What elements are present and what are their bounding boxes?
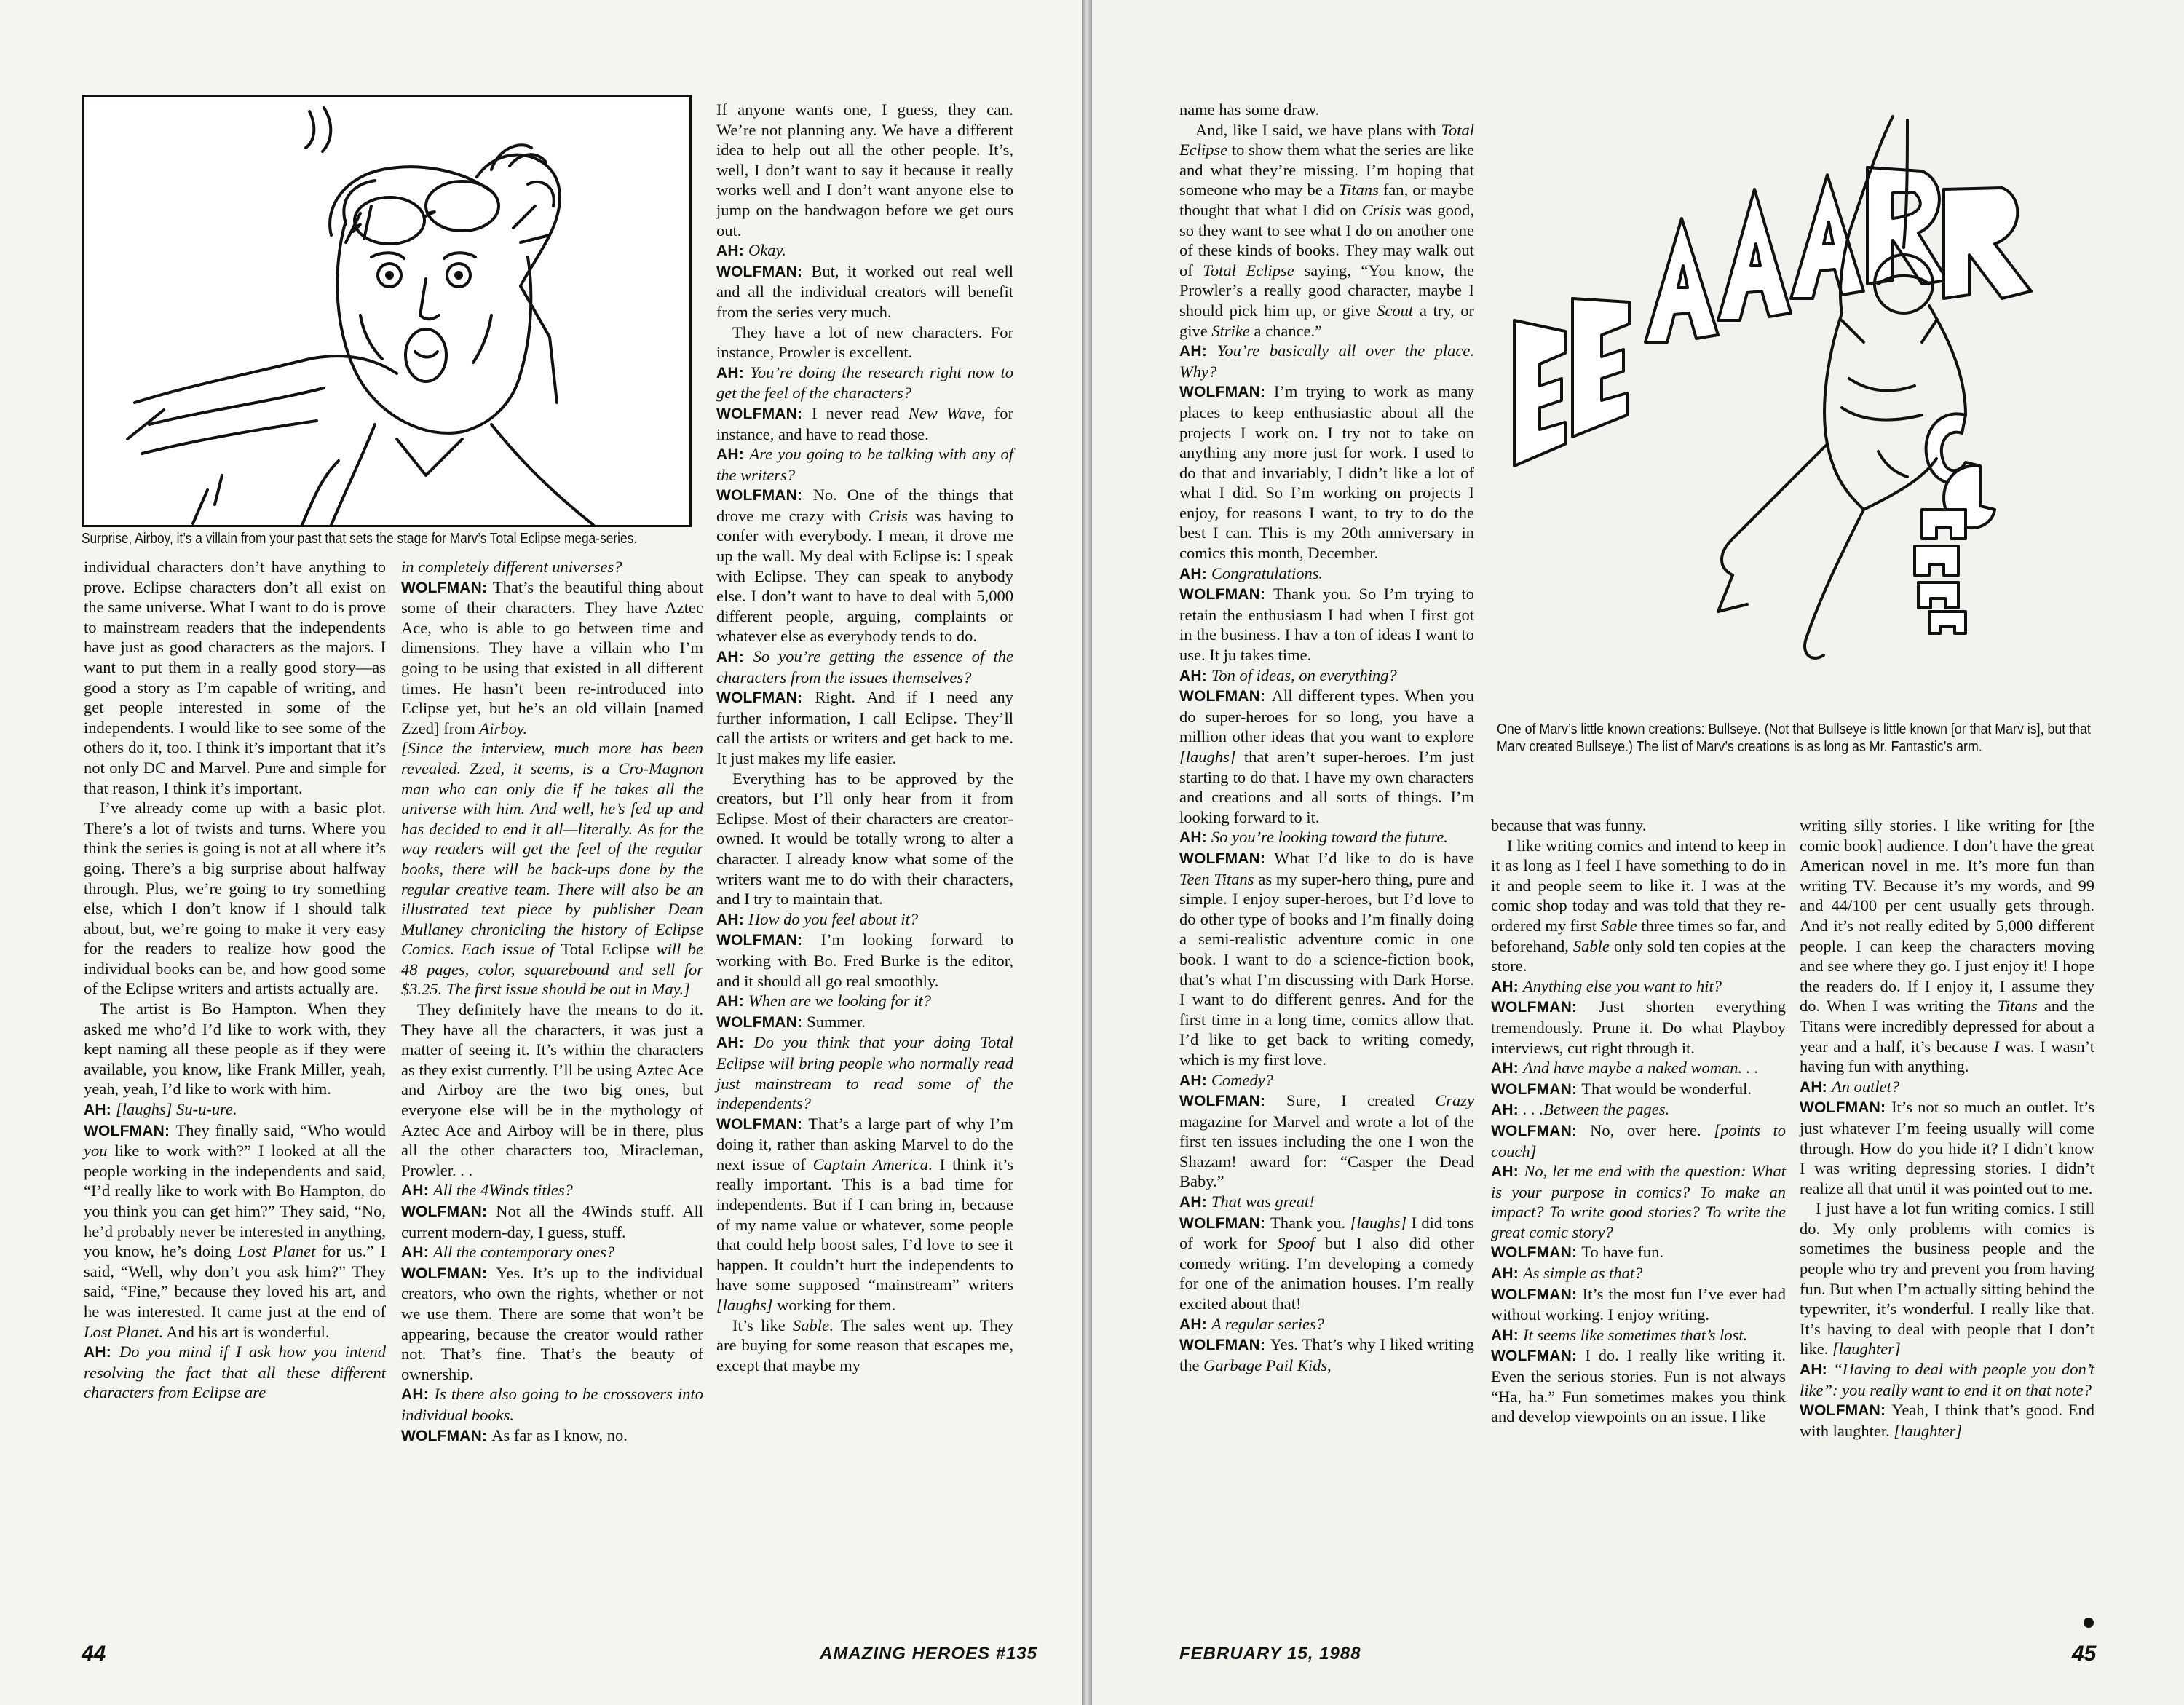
paragraph-text: As far as I know, no.	[491, 1425, 628, 1444]
article-paragraph	[716, 769, 1013, 909]
paragraph-text: in completely different universes?	[401, 558, 622, 576]
speaker-label: AH:	[1179, 565, 1211, 582]
speaker-label: AH:	[1179, 1316, 1211, 1333]
paragraph-text: like to work with?” I looked at all the people working in the independents and said, “I’d really like to work with Bo Hampton, do you think you can get him?” They said, “No, he’d probably never be interested in anything, you know, he’s doing	[84, 1142, 386, 1261]
paragraph-text: Yes. It’s up to the individual creators, who own the rights, whether or not we use them. There are some that won’t be appearing, because the creator would rather not. That’s fine. That’s the beauty of ownership.	[401, 1263, 703, 1383]
paragraph-text: [laughter]	[1894, 1421, 1963, 1440]
article-paragraph	[1491, 1079, 1786, 1100]
article-paragraph	[716, 100, 1013, 240]
speaker-label: WOLFMAN:	[716, 689, 815, 707]
paragraph-text: Teen Titans	[1179, 869, 1254, 888]
paragraph-text: Summer.	[807, 1012, 866, 1031]
paragraph-text: will be 48 pages, color, squarebound and sell for $3.25. The first issue should be out in May.]	[401, 940, 704, 999]
article-paragraph	[1491, 815, 1786, 836]
speaker-label: WOLFMAN:	[1491, 1348, 1586, 1365]
paragraph-text: I’m trying to work as many places to keep enthusiastic about all the projects I work on. I try not to take on anything any more just for work. I used to do that and invariably, I didn’t like a lot of what I did. So I’m working on projects I enjoy, for reasons I want, to try to do the best I can. This is my 20th anniversary in comics this month, December.	[1179, 382, 1474, 563]
speaker-label: AH:	[1179, 343, 1217, 360]
paragraph-text: Are you going to be talking with any of the writers?	[716, 445, 1013, 484]
paragraph-text: How do you feel about it?	[748, 909, 919, 928]
article-paragraph	[84, 557, 386, 798]
article-paragraph	[1179, 120, 1474, 341]
paragraph-text: I never read	[811, 403, 909, 422]
paragraph-text: So you’re getting the essence of the characters from the issues themselves?	[716, 647, 1013, 687]
speaker-label: AH:	[1179, 667, 1211, 684]
speaker-label: AH:	[1491, 1101, 1523, 1119]
paragraph-text: That’s the beautiful thing about some of their characters. They have Aztec Ace, who is able to go between time and dimensions. They have a villain who I’m going to be using that existed in all different times. He hasn’t been re-introduced into Eclipse yet, but he’s an old villain [named Zzed] from	[401, 577, 703, 737]
paragraph-text: That would be wonderful.	[1581, 1079, 1752, 1098]
paragraph-text: I do. I really like writing it. Even the serious stories. Fun is not always “Ha, ha.” Fun sometimes makes you think and develop viewpoints on an issue. I like	[1491, 1346, 1786, 1426]
paragraph-text: as my super-hero thing, pure and simple. I enjoy super-heroes, but I’d love to do other type of books and I’m finally doing a semi-realistic adventure comic in one book. I want to do a science-fiction book, that’s what I’m discussing with Dark Horse. I want to do different genres. And for the first time in a long time, comics allow that. I’d like to get back to writing comedy, which is my first love.	[1179, 869, 1474, 1069]
right-page	[1092, 0, 2184, 1705]
article-paragraph	[716, 1114, 1013, 1316]
article-paragraph	[84, 999, 386, 1099]
article-paragraph	[1179, 1070, 1474, 1091]
paragraph-text: Anything else you want to hit?	[1522, 976, 1722, 995]
paragraph-text: only sold ten copies at the store.	[1491, 936, 1787, 976]
speaker-label: WOLFMAN:	[1491, 1244, 1582, 1262]
article-paragraph	[1491, 1325, 1786, 1346]
paragraph-text: [laughter]	[1832, 1340, 1901, 1358]
airboy-illustration	[82, 95, 692, 527]
article-paragraph	[1491, 997, 1786, 1058]
paragraph-text: Spoof	[1277, 1234, 1315, 1253]
footer-issue-date: FEBRUARY 15, 1988	[1179, 1644, 1361, 1664]
article-paragraph	[1491, 1263, 1786, 1284]
paragraph-text: That was great!	[1211, 1192, 1315, 1211]
paragraph-text: New Wave	[908, 403, 981, 422]
text-column-3	[1800, 815, 2094, 1441]
article-paragraph	[1491, 1099, 1786, 1120]
speaker-label: AH:	[1800, 1078, 1832, 1096]
article-paragraph	[1179, 1314, 1474, 1335]
figure-caption: One of Marv’s little known creations: Bullseye. (Not that Bullseye is little known [or that Marv is], but that Marv created Bullseye.) The list of Marv’s creations is as long as Mr. Fantastic’s arm.	[1497, 721, 2091, 755]
paragraph-text: saying, “You know, the Prowler’s a really good character, maybe I should pick him up, or give	[1179, 261, 1474, 320]
speaker-label: WOLFMAN:	[84, 1122, 176, 1139]
article-paragraph	[1179, 1091, 1474, 1192]
paragraph-text: All the 4Winds titles?	[432, 1181, 573, 1200]
speaker-label: WOLFMAN:	[1800, 1099, 1892, 1117]
speaker-label: AH:	[1800, 1361, 1834, 1379]
article-paragraph	[1800, 815, 2094, 1077]
paragraph-text: Crazy	[1435, 1091, 1474, 1110]
article-paragraph	[401, 1000, 703, 1180]
paragraph-text: was good, so they want to see what I do on another one of these kinds of books. They may walk out of	[1179, 200, 1474, 280]
paragraph-text: fan, or maybe thought that what I did on	[1179, 181, 1474, 219]
speaker-label: AH:	[716, 1035, 754, 1052]
text-column-3	[716, 100, 1013, 1375]
speaker-label: WOLFMAN:	[1491, 999, 1599, 1016]
article-paragraph	[401, 1201, 703, 1242]
speaker-label: WOLFMAN:	[716, 263, 812, 280]
speaker-label: AH:	[84, 1101, 116, 1119]
speaker-label: WOLFMAN:	[1179, 1093, 1286, 1110]
paragraph-text: All the contemporary ones?	[432, 1243, 615, 1262]
paragraph-text: As simple as that?	[1522, 1264, 1643, 1283]
speaker-label: WOLFMAN:	[401, 1203, 496, 1220]
paragraph-text: Total Eclipse	[1179, 120, 1474, 159]
article-paragraph	[716, 1032, 1013, 1113]
paragraph-text: I’m looking forward to working with Bo. Fred Burke is the editor, and it should all go real smoothly.	[716, 930, 1013, 990]
bullseye-illustration	[1500, 102, 2097, 713]
text-column-1	[1179, 100, 1474, 1375]
article-paragraph	[1491, 1242, 1786, 1263]
speaker-label: AH:	[716, 649, 753, 666]
figure-caption: Surprise, Airboy, it’s a villain from your past that sets the stage for Marv’s Total Eclipse mega-series.	[82, 531, 638, 547]
paragraph-text: If anyone wants one, I guess, they can. We’re not planning any. We have a different idea to help out all the other people. It’s, well, I don’t want to say it because it really works well and I don’t want anyone else to jump on the bandwagon before we get ours out.	[716, 100, 1013, 240]
article-paragraph	[716, 261, 1013, 323]
speaker-label: AH:	[1491, 1265, 1523, 1283]
article-paragraph	[1179, 1213, 1474, 1314]
paragraph-text: for us.” I said, “Well, why don’t you ask him?” They said, “Fine,” because they loved his art, and he was interested. It came just at the end of	[84, 1242, 386, 1321]
paragraph-text: It seems like sometimes that’s lost.	[1522, 1325, 1748, 1344]
bullseye-drawing	[1500, 102, 2097, 713]
paragraph-text: to show them what the series are like and what they’re missing. I’m hoping that someone who may be a	[1179, 141, 1474, 199]
text-column-1	[84, 557, 386, 1403]
footer-publication-title: AMAZING HEROES #135	[820, 1644, 1038, 1664]
paragraph-text: An outlet?	[1831, 1077, 1900, 1096]
speaker-label: AH:	[401, 1182, 433, 1200]
article-paragraph	[1179, 584, 1474, 665]
paragraph-text: Is there also going to be crossovers into individual books.	[401, 1385, 703, 1424]
paragraph-text: They have a lot of new characters. For instance, Prowler is excellent.	[716, 323, 1013, 362]
speaker-label: AH:	[84, 1344, 119, 1361]
paragraph-text: It’s like	[732, 1316, 794, 1334]
paragraph-text: Sable	[1600, 916, 1637, 935]
article-paragraph	[716, 323, 1013, 363]
speaker-label: WOLFMAN:	[1491, 1286, 1583, 1303]
paragraph-text: Sure, I created	[1286, 1091, 1436, 1110]
article-paragraph	[1491, 1345, 1786, 1426]
article-paragraph	[1800, 1198, 2094, 1359]
paragraph-text: All different types. When you do super-heroes for so long, you have a million other ideas that you want to explore	[1179, 687, 1475, 746]
article-paragraph	[84, 1342, 386, 1403]
paragraph-text: [laughs] Su-u-ure.	[115, 1100, 237, 1119]
speaker-label: AH:	[1491, 978, 1523, 995]
paragraph-text: No, over here.	[1590, 1120, 1714, 1139]
speaker-label: WOLFMAN:	[1179, 1214, 1271, 1232]
paragraph-text: [laughs]	[1350, 1213, 1407, 1232]
page-number: 45	[2072, 1642, 2097, 1666]
speaker-label: AH:	[401, 1244, 433, 1262]
paragraph-text: [points to couch]	[1491, 1120, 1786, 1160]
paragraph-text: You’re doing the research right now to get the feel of the characters?	[716, 363, 1013, 403]
speaker-label: WOLFMAN:	[1179, 384, 1274, 401]
article-paragraph	[1800, 1097, 2094, 1198]
paragraph-text: name has some draw.	[1179, 100, 1320, 119]
speaker-label: WOLFMAN:	[1491, 1080, 1582, 1098]
paragraph-text: Sable	[793, 1316, 830, 1334]
article-paragraph	[716, 991, 1013, 1012]
paragraph-text: Airboy.	[479, 719, 528, 737]
article-paragraph	[1179, 1334, 1474, 1375]
paragraph-text: Comedy?	[1211, 1070, 1273, 1089]
paragraph-text: [laughs]	[1179, 748, 1236, 766]
paragraph-text: It’s not so much an outlet. It’s just whatever I’m feeing usually will come through. How do you hide it? I didn’t know I was writing depressing stories. I didn’t realize all that until it was pointed out to me.	[1800, 1098, 2094, 1198]
paragraph-text: Ton of ideas, on everything?	[1211, 665, 1397, 684]
article-paragraph	[1491, 1120, 1786, 1161]
paragraph-text: You’re basically all over the place. Why?	[1179, 341, 1474, 381]
speaker-label: WOLFMAN:	[716, 932, 821, 949]
left-page	[0, 0, 1082, 1705]
speaker-label: AH:	[716, 911, 748, 928]
article-paragraph	[1491, 1284, 1786, 1325]
article-paragraph	[1179, 827, 1474, 848]
article-paragraph	[1491, 976, 1786, 997]
article-paragraph	[716, 909, 1013, 930]
paragraph-text: When are we looking for it?	[748, 992, 931, 1010]
paragraph-text: individual characters don’t have anything to prove. Eclipse characters don’t all exist on the same universe. What I want to do is prove to mainstream readers that the independents have just as good characters as the majors. I want to put them in a really good story—as good a story as I’m capable of writing, and get people interested in some of the independents. I would like to see some of the others do it, too. I think it’s important that it’s not only DC and Marvel. Pure and simple for that reason, I think it’s important.	[84, 558, 386, 797]
speaker-label: WOLFMAN:	[716, 487, 813, 505]
paragraph-text: I’ve already come up with a basic plot. There’s a lot of twists and turns. Where you think the series is going is not at all where it’s going. There’s a big surprise about halfway through. Plus, we’re going to try something else, which I don’t know if I should talk about, but, we’re going to make it very easy for the readers to realize how good the individual books can be, and how good some of the Eclipse writers and artists actually are.	[84, 799, 386, 998]
article-paragraph	[84, 798, 386, 999]
paragraph-text: Do you think that your doing Total Eclipse will bring people who normally read just mainstream to read some of the independents?	[716, 1033, 1014, 1113]
paragraph-text: Everything has to be approved by the creators, but I’ll only hear from it from Eclipse. Most of their characters are creator-owned. It would be totally wrong to alter a character. I already know what some of the writers want me to do with their characters, and I try to maintain that.	[716, 769, 1013, 909]
paragraph-text: a try, or give	[1179, 301, 1474, 340]
paragraph-text: was having to confer with everybody. I mean, it drove me up the wall. My deal with Eclipse is: I speak with Eclipse. They can speak to anybody else. I don’t want to have to deal with 5,000 different people, arguing, complaints or whatever else as everybody tends to do.	[716, 506, 1013, 646]
speaker-label: WOLFMAN:	[1179, 688, 1272, 705]
paragraph-text: Scout	[1377, 301, 1414, 320]
speaker-label: WOLFMAN:	[1179, 1337, 1270, 1354]
article-paragraph	[716, 403, 1013, 444]
speaker-label: AH:	[716, 242, 748, 260]
article-paragraph	[401, 1384, 703, 1425]
paragraph-text: was. I wasn’t having fun with anything.	[1800, 1037, 2094, 1076]
paragraph-text: Lost Planet	[84, 1322, 159, 1341]
speaker-label: AH:	[1491, 1326, 1523, 1344]
paragraph-text: Lost Planet	[237, 1242, 316, 1261]
paragraph-text: . . .Between the pages.	[1522, 1100, 1670, 1119]
article-paragraph	[1179, 686, 1474, 827]
paragraph-text: I like writing comics and intend to keep in it as long as I feel I have something to do in it and people seem to like it. I was at the comic shop today and was told that they re-ordered my first	[1491, 836, 1786, 935]
article-paragraph	[716, 444, 1013, 485]
airboy-drawing	[84, 97, 689, 525]
paragraph-text: The artist is Bo Hampton. When they asked me who’d I’d like to work with, they kept naming all these people as if they were available, you know, like Frank Miller, yeah, yeah, yeah, I’d like to work with him.	[84, 1000, 386, 1099]
paragraph-text: That’s a large part of why I’m doing it, rather than asking Marvel to do the next issue of	[716, 1114, 1013, 1174]
paragraph-text: Okay.	[748, 241, 786, 260]
paragraph-text: ,	[1327, 1356, 1332, 1374]
article-paragraph	[1179, 848, 1474, 1070]
article-paragraph	[1491, 1058, 1786, 1079]
article-paragraph	[401, 557, 703, 577]
paragraph-text: you	[84, 1142, 108, 1160]
paragraph-text: Yeah, I think that’s good. End with laughter.	[1800, 1401, 2094, 1440]
article-paragraph	[716, 363, 1013, 403]
text-column-2	[401, 557, 703, 1446]
paragraph-text: Garbage Pail Kids	[1203, 1356, 1328, 1374]
paragraph-text: Total Eclipse	[561, 940, 650, 959]
paragraph-text: . I think it’s really important. This is a bad time for independents. But if I can bring in, because of my name value or whatever, some people that could help boost sales, I’d love to see it happen. It couldn’t hurt the independents to have some supposed “mainstream” writers	[716, 1155, 1013, 1294]
paragraph-text: Right. And if I need any further information, I call Eclipse. They’ll call the artists or writers and get back to me. It just makes my life easier.	[716, 688, 1013, 767]
article-paragraph	[1800, 1400, 2094, 1441]
speaker-label: WOLFMAN:	[1800, 1402, 1892, 1420]
article-paragraph	[401, 738, 703, 1000]
paragraph-text: Thank you. So I’m trying to retain the enthusiasm I had when I first got in the business. I hav a ton of ideas I want to use. It ju takes time.	[1179, 585, 1475, 665]
paragraph-text: Titans	[1997, 997, 2038, 1016]
article-paragraph	[84, 1099, 386, 1120]
article-paragraph	[401, 1242, 703, 1263]
paragraph-text: Crisis	[869, 506, 908, 525]
paragraph-text: Yes. That’s why I liked writing the	[1179, 1335, 1474, 1374]
speaker-label: AH:	[1179, 1194, 1211, 1211]
paragraph-text: and the Titans were incredibly depressed for about a year and a half, it’s because	[1800, 997, 2094, 1056]
speaker-label: AH:	[716, 364, 751, 381]
paragraph-text: Not all the 4Winds stuff. All current modern-day, I guess, stuff.	[401, 1202, 703, 1241]
speaker-label: WOLFMAN:	[401, 1427, 492, 1444]
speaker-label: WOLFMAN:	[716, 1115, 809, 1133]
paragraph-text: writing silly stories. I like writing for [the comic book] audience. I don’t have the great American novel in me. It’s more fun than writing TV. Because it’s my words, and 99 and 44/100 per cent usually gets through. And it’s not really edited by 5,000 different people. I can keep the characters moving and see where they go. I just enjoy it! I hope the readers do. If I enjoy it, I assume they do. When I was writing the	[1800, 816, 2094, 1016]
speaker-label: WOLFMAN:	[1491, 1122, 1591, 1139]
paragraph-text: It’s the most fun I’ve ever had without working. I enjoy writing.	[1491, 1284, 1787, 1324]
paragraph-text: And, like I said, we have plans with	[1195, 120, 1441, 139]
text-column-2	[1491, 815, 1786, 1427]
paragraph-text: because that was funny.	[1491, 816, 1647, 834]
article-paragraph	[1179, 1192, 1474, 1213]
speaker-label: WOLFMAN:	[1179, 850, 1275, 867]
paragraph-text: A regular series?	[1211, 1314, 1324, 1333]
article-paragraph	[401, 1263, 703, 1385]
speaker-label: AH:	[1179, 829, 1211, 847]
paragraph-text: I just have a lot fun writing comics. I still do. My only problems with comics is sometimes the business people and the people who try and prevent you from having fun. But when I’m actually sitting behind the typewriter, it’s wonderful. I really like that. It’s having to deal with people that I don’t like.	[1800, 1199, 2094, 1358]
paragraph-text: magazine for Marvel and wrote a lot of the first ten issues including the one I won the Shazam! award for: “Casper the Dead Baby.”	[1179, 1112, 1474, 1191]
paragraph-text: Titans	[1338, 181, 1379, 199]
paragraph-text: So you’re looking toward the future.	[1211, 828, 1448, 847]
paragraph-text: They definitely have the means to do it. They have all the characters, it was just a matter of seeing it. It’s within the characters as they exist currently. I’ll be using Aztec Ace and Airboy are the two big ones, but everyone else will be in the mythology of Aztec Ace and Airboy will be in there, plus all the other characters too, Miracleman, Prowler. . .	[401, 1000, 703, 1179]
paragraph-text: “Having to deal with people you don’t like”: you really want to end it on that note?	[1800, 1360, 2094, 1399]
speaker-label: AH:	[716, 993, 748, 1010]
paragraph-text: Captain America	[812, 1155, 928, 1174]
paragraph-text: To have fun.	[1581, 1243, 1664, 1262]
paragraph-text: Just shorten everything tremendously. Prune it. Do what Playboy interviews, cut right through it.	[1491, 997, 1787, 1057]
speaker-label: WOLFMAN:	[716, 1013, 807, 1031]
paragraph-text: Total Eclipse	[1203, 261, 1294, 280]
end-of-article-mark	[2084, 1618, 2094, 1628]
paragraph-text: No, let me end with the question: What is your purpose in comics? To make an impact? To write good stories? To write the great comic story?	[1491, 1162, 1786, 1241]
article-paragraph	[401, 1425, 703, 1447]
paragraph-text: . The sales went up. They are buying for some reason that escapes me, except that maybe my	[716, 1316, 1013, 1374]
article-paragraph	[1179, 100, 1474, 120]
article-paragraph	[401, 577, 703, 739]
article-paragraph	[716, 646, 1013, 687]
article-paragraph	[1179, 381, 1474, 563]
speaker-label: AH:	[1179, 1072, 1211, 1089]
paragraph-text: I did tons of work for	[1179, 1213, 1474, 1253]
paragraph-text: And have maybe a naked woman. . .	[1522, 1059, 1759, 1077]
paragraph-text: Crisis	[1361, 200, 1401, 219]
spine-gutter	[1082, 0, 1092, 1705]
speaker-label: WOLFMAN:	[1179, 586, 1273, 604]
article-paragraph	[716, 930, 1013, 991]
paragraph-text: Sable	[1572, 936, 1610, 955]
speaker-label: AH:	[1491, 1060, 1523, 1077]
article-paragraph	[716, 1316, 1013, 1376]
paragraph-text: Congratulations.	[1211, 563, 1324, 582]
paragraph-text: a chance.”	[1249, 321, 1323, 340]
paragraph-text: What I’d like to do is have	[1274, 848, 1474, 867]
paragraph-text: that aren’t super-heroes. I’m just starting to do that. I have my own characters and creations and all sorts of things. I’m looking forward to it.	[1179, 748, 1474, 826]
article-paragraph	[1179, 341, 1474, 381]
article-paragraph	[1800, 1359, 2094, 1400]
article-paragraph	[1179, 563, 1474, 585]
paragraph-text: Thank you.	[1270, 1213, 1350, 1232]
article-paragraph	[1800, 1077, 2094, 1098]
paragraph-text: Do you mind if I ask how you intend resolving the fact that all these different characters from Eclipse are	[84, 1342, 386, 1402]
article-paragraph	[716, 687, 1013, 768]
article-paragraph	[84, 1120, 386, 1342]
paragraph-text: but I also did other comedy writing. I’m developing a comedy for one of the animation houses. I’m really excited about that!	[1179, 1234, 1474, 1313]
paragraph-text: three times so far, and beforehand,	[1491, 916, 1786, 955]
paragraph-text: They finally said, “Who would	[175, 1120, 386, 1139]
paragraph-text: working for them.	[772, 1296, 896, 1315]
paragraph-text: But, it worked out real well and all the individual creators will benefit from the series very much.	[716, 261, 1013, 321]
article-paragraph	[401, 1180, 703, 1201]
speaker-label: WOLFMAN:	[401, 1265, 496, 1282]
article-paragraph	[1491, 836, 1786, 976]
article-paragraph	[716, 240, 1013, 261]
article-paragraph	[716, 485, 1013, 646]
speaker-label: AH:	[401, 1386, 435, 1404]
paragraph-text: . And his art is wonderful.	[159, 1322, 330, 1341]
paragraph-text: [Since the interview, much more has been revealed. Zzed, it seems, is a Cro-Magnon man who can only die if he takes all the universe with him. And well, he’s fed up and has decided to end it all—literally. As for the way readers will get the feel of the regular books, there will be back-ups done by the regular creative team. There will also be an illustrated text piece by publisher Dean Mullaney chronicling the history of Eclipse Comics. Each issue of	[401, 739, 703, 959]
paragraph-text: [laughs]	[716, 1296, 773, 1315]
speaker-label: WOLFMAN:	[401, 579, 493, 596]
article-paragraph	[1491, 1161, 1786, 1242]
article-paragraph	[1179, 665, 1474, 687]
paragraph-text: Strike	[1211, 321, 1250, 340]
paragraph-text: I	[1993, 1037, 2000, 1056]
speaker-label: AH:	[1491, 1163, 1524, 1181]
paragraph-text: No. One of the things that drove me crazy with	[716, 486, 1014, 525]
article-paragraph	[716, 1012, 1013, 1033]
speaker-label: WOLFMAN:	[716, 405, 812, 422]
paragraph-text: , for instance, and have to read those.	[716, 403, 1013, 443]
speaker-label: AH:	[716, 446, 750, 464]
page-number: 44	[82, 1642, 106, 1666]
